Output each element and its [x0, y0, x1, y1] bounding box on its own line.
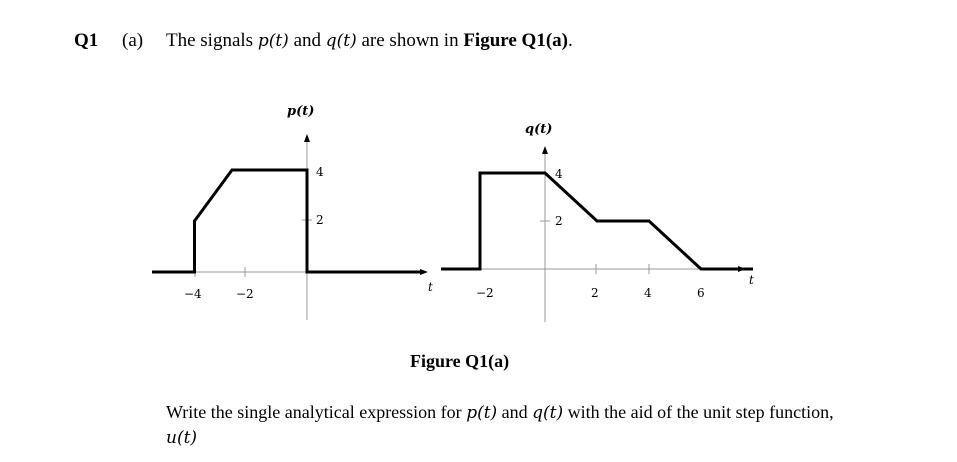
q-y-tick-label: 2 [555, 214, 563, 228]
question-text-and: and [288, 30, 326, 51]
q-t-label: t [749, 273, 754, 287]
instruction-text-2: and [497, 402, 533, 422]
q-x-tick-label: −2 [476, 286, 494, 300]
p-y-tick-label: 2 [316, 213, 324, 227]
figure-reference: Figure Q1(a) [463, 30, 568, 51]
question-text-before: The signals [166, 30, 258, 51]
instruction-text-1: Write the single analytical expression for [166, 402, 467, 422]
q-x-tick-label: 2 [591, 286, 599, 300]
q-y-tick-label: 4 [555, 167, 563, 181]
q-symbol: q(t) [325, 31, 357, 51]
u-symbol: u(t) [166, 428, 198, 448]
p-symbol: p(t) [466, 403, 498, 423]
q-plot-title: q(t) [525, 122, 553, 137]
p-symbol: p(t) [257, 31, 289, 51]
q-plot [441, 122, 754, 322]
p-y-axis-arrow [304, 134, 310, 142]
question-text-end: . [568, 30, 573, 51]
question-text-shown: are shown in [356, 30, 464, 51]
question-part: (a) [122, 30, 144, 51]
p-y-tick-label: 4 [316, 165, 324, 179]
p-plot [152, 104, 433, 320]
q-signal-curve [441, 173, 753, 269]
q-x-tick-label: 6 [697, 286, 705, 300]
p-x-tick-label: −2 [236, 287, 254, 301]
p-plot-title: p(t) [287, 104, 315, 119]
p-t-label: t [428, 280, 433, 294]
p-x-tick-label: −4 [184, 287, 202, 301]
instruction-text [166, 400, 866, 450]
question-number: Q1 [74, 30, 99, 51]
q-x-tick-label: 4 [644, 286, 652, 300]
q-symbol: q(t) [532, 403, 564, 423]
p-signal-curve [152, 170, 422, 272]
q-y-axis-arrow [542, 146, 548, 154]
instruction-text-3: with the aid of the unit step function, [563, 402, 834, 422]
figure-caption: Figure Q1(a) [410, 351, 510, 371]
